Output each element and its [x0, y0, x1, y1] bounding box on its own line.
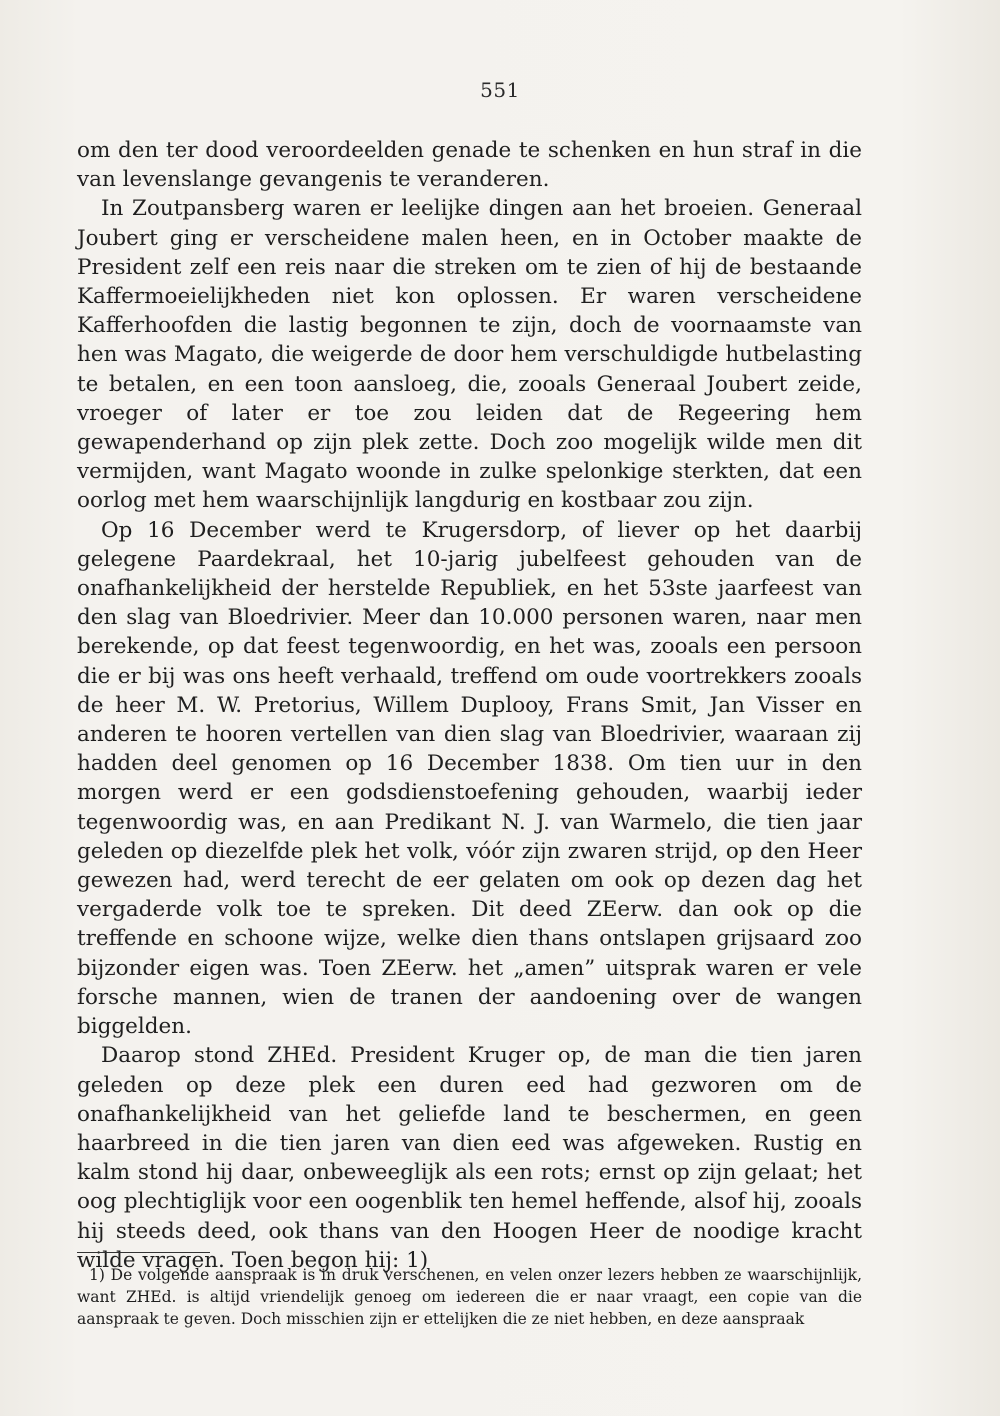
- paragraph-1: om den ter dood veroordeelden genade te schenken en hun straf in die van levenslange gevangenis te veranderen.: [77, 138, 862, 193]
- paragraph-4: Daarop stond ZHEd. President Kruger op, de man die tien jaren geleden op deze plek een duren eed had gezworen om de onafhankelijkheid van het geliefde land te beschermen, en geen haarbreed in die tien jaren van dien eed was afgeweken. Rustig en kalm stond hij daar, onbeweeglijk als een rots; ernst op zijn gelaat; het oog plechtiglijk voor een oogenblik ten hemel heffende, alsof hij, zooals hij steeds deed, ook thans van den Hoogen Heer de noodige kracht wilde vragen. Toen begon hij: 1): [77, 1043, 862, 1273]
- footnote: 1) De volgende aanspraak is in druk verschenen, en velen onzer lezers hebben ze waarschijnlijk, want ZHEd. is altijd vriendelijk genoeg om iedereen die er naar vraagt, een copie van die aanspraak te geven. Doch misschien zijn er ettelijken die ze niet hebben, en deze aanspraak: [77, 1266, 862, 1328]
- paragraph-3: Op 16 December werd te Krugersdorp, of liever op het daarbij gelegene Paardekraal, het 10-jarig jubelfeest gehouden van de onafhankelijkheid der herstelde Republiek, en het 53ste jaarfeest van den slag van Bloedrivier. Meer dan 10.000 personen waren, naar men berekende, op dat feest tegenwoordig, en het was, zooals een persoon die er bij was ons heeft verhaald, treffend om oude voortrekkers zooals de heer M. W. Pretorius, Willem Duplooy, Frans Smit, Jan Visser en anderen te hooren vertellen van dien slag van Bloedrivier, waaraan zij hadden deel genomen op 16 December 1838. Om tien uur in den morgen werd er een godsdienstoefening gehouden, waarbij ieder tegenwoordig was, en aan Predikant N. J. van Warmelo, die tien jaar geleden op diezelfde plek het volk, vóór zijn zwaren strijd, op den Heer gewezen had, werd terecht de eer gelaten om ook op dezen dag het vergaderde volk toe te spreken. Dit deed ZEerw. dan ook op die treffende en schoone wijze, welke dien thans ontslapen grijsaard zoo bijzonder eigen was. Toen ZEerw. het „amen” uitsprak waren er vele forsche mannen, wien de tranen der aandoening over de wangen biggelden.: [77, 517, 862, 1040]
- footnote-divider: [77, 1252, 210, 1253]
- paragraph-2: In Zoutpansberg waren er leelijke dingen aan het broeien. Generaal Joubert ging er verscheidene malen heen, en in October maakte de President zelf een reis naar die streken om te zien of hij de bestaande Kaffermoeielijkheden niet kon oplossen. Er waren verscheidene Kafferhoofden die lastig begonnen te zijn, doch de voornaamste van hen was Magato, die weigerde de door hem verschuldigde hutbelasting te betalen, en een toon aansloeg, die, zooals Generaal Joubert zeide, vroeger of later er toe zou leiden dat de Regeering hem gewapenderhand op zijn plek zette. Doch zoo mogelijk wilde men dit vermijden, want Magato woonde in zulke spelonkige sterkten, dat een oorlog met hem waarschijnlijk langdurig en kostbaar zou zijn.: [77, 196, 862, 514]
- body-text: [77, 136, 862, 1275]
- page-number: 551: [480, 78, 520, 102]
